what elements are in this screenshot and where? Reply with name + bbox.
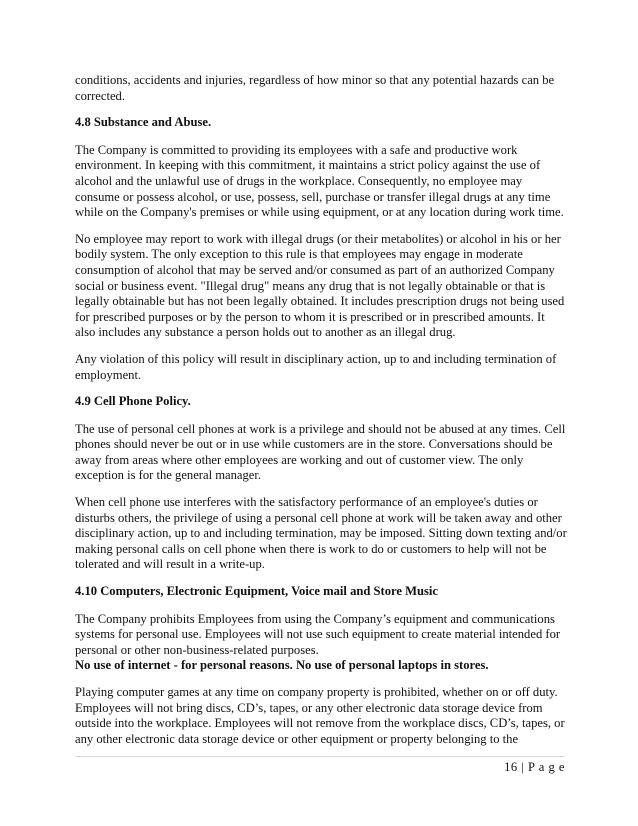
internet-policy-bold: No use of internet - for personal reasons. No use of personal laptops in stores. <box>75 658 489 673</box>
footer-divider <box>75 756 565 757</box>
paragraph-computers-1 <box>75 612 567 674</box>
page-body <box>75 73 567 758</box>
section-heading-4-9: 4.9 Cell Phone Policy. <box>75 394 191 409</box>
paragraph-substance-1: The Company is committed to providing its employees with a safe and productive work environment. In keeping with this commitment, it maintains a strict policy against the use of alcohol and the unlawful use of drugs in the workplace. Consequently, no employee may consume or possess alcohol, or use, possess, sell, purchase or transfer illegal drugs at any time while on the Company's premises or while using equipment, or at any location during work time. <box>75 142 564 220</box>
paragraph-computers-2: Playing computer games at any time on company property is prohibited, whether on or off duty. Employees will not bring discs, CD’s, tapes, or any other electronic data storage device from outside into the workplace. Employees will not remove from the workplace discs, CD’s, tapes, or any other electronic data storage device or other equipment or property belonging to the <box>75 685 565 746</box>
paragraph-substance-2: No employee may report to work with illegal drugs (or their metabolites) or alcohol in his or her bodily system. The only exception to this rule is that employees may engage in moderate consumption of alcohol that may be served and/or consumed as part of an authorized Company social or business event. "Illegal drug" means any drug that is not legally obtainable or that is legally obtainable but has not been legally obtained. It includes prescription drugs not being used for prescribed purposes or by the person to whom it is prescribed or in prescribed amounts. It also includes any substance a person holds out to another as an illegal drug. <box>75 231 565 340</box>
page-label: P a g e <box>528 760 565 774</box>
paragraph-cellphone-2: When cell phone use interferes with the satisfactory performance of an employee's duties or disturbs others, the privilege of using a personal cell phone at work will be taken away and other disciplinary action, up to and including termination, may be imposed. Sitting down texting and/or making personal calls on cell phone when there is work to do or customers to help will not be tolerated and will result in a write-up. <box>75 495 567 572</box>
section-heading-4-10: 4.10 Computers, Electronic Equipment, Voice mail and Store Music <box>75 584 439 599</box>
paragraph-computers-1-text: The Company prohibits Employees from using the Company’s equipment and communications systems for personal use. Employees will not use such equipment to create material intended for personal or other non-business-related purposes. <box>75 611 561 657</box>
paragraph-cellphone-1: The use of personal cell phones at work is a privilege and should not be abused at any times. Cell phones should never be out or in use while customers are in the store. Conversations should be away from areas where other employees are working and out of customer view. The only exception is for the general manager. <box>75 421 566 483</box>
page-footer <box>504 760 565 776</box>
paragraph-substance-3: Any violation of this policy will result in disciplinary action, up to and including termination of employment. <box>75 351 557 382</box>
page-number: 16 <box>504 760 518 774</box>
intro-paragraph: conditions, accidents and injuries, regardless of how minor so that any potential hazards can be corrected. <box>75 73 555 103</box>
section-heading-4-8: 4.8 Substance and Abuse. <box>75 115 212 130</box>
footer-separator: | <box>521 760 525 774</box>
